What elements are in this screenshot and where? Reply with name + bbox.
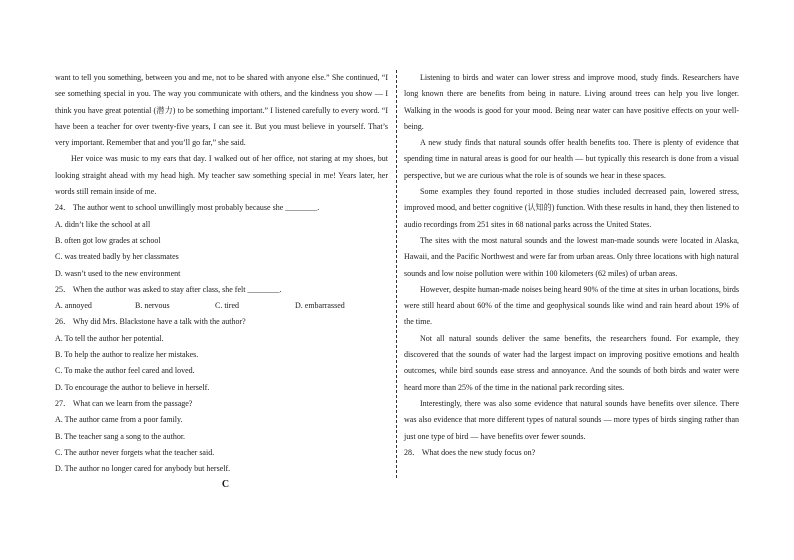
- option-a: A. The author came from a poor family.: [55, 415, 183, 425]
- passage-paragraph: Listening to birds and water can lower stress and improve mood, study finds. Researchers have long known there are benefits from being in nature. Living around trees can help you live longer. Walking in the woods is good for your mood. Being near water can have positive effects on your well-being.: [404, 73, 739, 131]
- question-26: [55, 314, 388, 395]
- left-column: [55, 70, 388, 493]
- passage-paragraph: want to tell you something, between you and me, not to be shared with anyone else.” She continued, “I see something special in you. The way you communicate with others, and the kindness you show — I think you have great potential (潜力) to be something important.” I listened carefully to every word. “I have been a teacher for over twenty-five years, I can see it. But you must believe in yourself. That’s very important. Remember that and you’ll go far,” she said.: [55, 73, 388, 148]
- option-c: C. The author never forgets what the teacher said.: [55, 447, 215, 457]
- question-27: [55, 396, 388, 477]
- passage-paragraph: Not all natural sounds deliver the same benefits, the researchers found. For example, they discovered that the sounds of water had the largest impact on improving positive emotions and health outcomes, while bird sounds ease stress and annoyance. And the sounds of both birds and water were heard more than 25% of the time in the national park recording sites.: [404, 333, 739, 392]
- section-letter: C: [221, 479, 230, 491]
- column-divider: [396, 70, 397, 478]
- question-24: [55, 200, 388, 281]
- option-b: B. often got low grades at school: [55, 235, 161, 245]
- option-a: A. To tell the author her potential.: [55, 333, 164, 343]
- option-d: D. wasn’t used to the new environment: [55, 268, 181, 278]
- right-column: [404, 70, 739, 461]
- passage-paragraph: Some examples they found reported in those studies included decreased pain, lowered stress, improved mood, and better cognitive (认知的) function. With these results in hand, they then listened to audio recordings from 251 sites in 68 national parks across the United States.: [404, 187, 739, 229]
- passage-paragraph: Interestingly, there was also some evidence that natural sounds have benefits over silence. There was also evidence that more different types of natural sounds — more types of birds singing rather than just one type of bird — have benefits over fewer sounds.: [404, 398, 739, 441]
- option-b: B. To help the author to realize her mistakes.: [55, 350, 199, 360]
- passage-paragraph: A new study finds that natural sounds offer health benefits too. There is plenty of evidence that spending time in natural areas is good for our health — but typically this research is done from a visual perspective, but we are curious what the role is of sounds we hear in these spaces.: [404, 138, 739, 180]
- option-d: D. The author no longer cared for anybody but herself.: [55, 464, 231, 474]
- option-c: C. was treated badly by her classmates: [55, 252, 179, 262]
- question-stem: 26． Why did Mrs. Blackstone have a talk with the author?: [55, 317, 246, 327]
- question-25: [55, 282, 388, 315]
- passage-paragraph: However, despite human-made noises being heard 90% of the time at sites in urban locations, birds were still heard about 60% of the time and geophysical sounds like wind and rain heard about 19% of the time.: [404, 284, 739, 327]
- option-a: A. annoyed: [55, 301, 92, 311]
- question-stem: 25． When the author was asked to stay after class, she felt ________.: [55, 284, 282, 294]
- option-b: B. The teacher sang a song to the author.: [55, 431, 186, 441]
- option-c: C. tired: [215, 301, 239, 311]
- option-a: A. didn’t like the school at all: [55, 219, 151, 229]
- option-d: D. embarrassed: [295, 301, 345, 311]
- option-c: C. To make the author feel cared and loved.: [55, 366, 195, 376]
- option-d: D. To encourage the author to believe in herself.: [55, 382, 210, 392]
- option-row: [55, 298, 388, 314]
- question-stem: 27． What can we learn from the passage?: [55, 398, 193, 408]
- option-b: B. nervous: [135, 301, 170, 311]
- passage-paragraph: The sites with the most natural sounds and the lowest man-made sounds were located in Alaska, Hawaii, and the Pacific Northwest and were far from urban areas. Only three locations with high natural sounds and low noise pollution were within 100 kilometers (62 miles) of urban areas.: [404, 235, 739, 278]
- question-28-stem: 28． What does the new study focus on?: [404, 447, 536, 457]
- passage-paragraph: Her voice was music to my ears that day. I walked out of her office, not staring at my shoes, but looking straight ahead with my head high. My teacher saw something special in me! Years later, her words still remain inside of me.: [55, 154, 388, 197]
- question-stem: 24． The author went to school unwillingly most probably because she ________.: [55, 203, 320, 213]
